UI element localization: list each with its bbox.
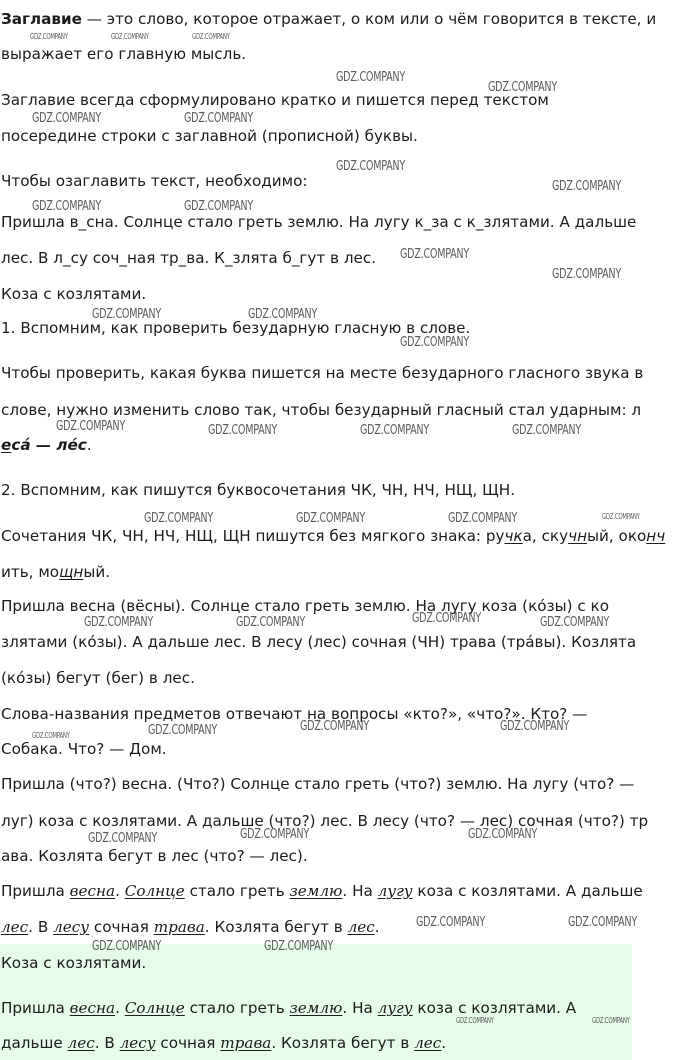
answer-line-1: Пришла весна. Солнце стало греть землю. На лугу коза с козлятами. А: [1, 999, 577, 1017]
rule1-example: есá — лéс.: [1, 436, 92, 454]
subject-word: лесу: [53, 918, 90, 936]
watermark: GDZ.COMPANY: [184, 111, 253, 126]
watermark: GDZ.COMPANY: [412, 611, 481, 626]
watermark: GDZ.COMPANY: [88, 831, 157, 846]
subject-word: лугу: [377, 882, 413, 900]
rule1-heading: 1. Вспомним, как проверить безударную гласную в слове.: [1, 319, 471, 337]
answer-line-2: дальше лес. В лесу сочная трава. Козлята бегут в лес.: [1, 1034, 447, 1052]
watermark: GDZ.COMPANY: [208, 423, 277, 438]
rule1-line-1: Чтобы проверить, какая буква пишется на месте безударного гласного звука в: [1, 364, 644, 382]
watermark: GDZ.COMPANY: [400, 247, 469, 262]
marked-line-2: лес. В лесу сочная трава. Козлята бегут в лес.: [1, 918, 380, 936]
rule-line-1: Заглавие всегда сформулировано кратко и пишется перед текстом: [1, 91, 549, 109]
watermark: GDZ.COMPANY: [30, 32, 68, 41]
subject-word: лес: [1, 918, 29, 936]
watermark: GDZ.COMPANY: [552, 267, 621, 282]
subject-word: лес: [414, 1034, 442, 1052]
subject-word: землю: [289, 999, 343, 1017]
asked-line-3: ава. Козлята бегут в лес (что? — лес).: [1, 847, 308, 865]
watermark: GDZ.COMPANY: [84, 615, 153, 630]
watermark: GDZ.COMPANY: [400, 335, 469, 350]
subject-word: весна: [69, 882, 116, 900]
asked-line-2: луг) коза с козлятами. А дальше (что?) лес. В лесу (что? — лес) сочная (что?) тр: [1, 812, 649, 830]
watermark: GDZ.COMPANY: [56, 419, 125, 434]
watermark: GDZ.COMPANY: [300, 719, 369, 734]
answer-title: Коза с козлятами.: [1, 954, 147, 972]
subject-word: трава: [220, 1034, 272, 1052]
watermark: GDZ.COMPANY: [336, 70, 405, 85]
questions-line-2: Собака. Что? — Дом.: [1, 740, 167, 758]
watermark: GDZ.COMPANY: [32, 199, 101, 214]
watermark: GDZ.COMPANY: [448, 511, 517, 526]
watermark: GDZ.COMPANY: [568, 915, 637, 930]
definition-term: Заглавие: [1, 10, 82, 28]
marked-line-1: Пришла весна. Солнце стало греть землю. На лугу коза с козлятами. А дальше: [1, 882, 643, 900]
watermark: GDZ.COMPANY: [360, 423, 429, 438]
asked-line-1: Пришла (что?) весна. (Что?) Солнце стало греть (что?) землю. На лугу (что? —: [1, 775, 635, 793]
definition-line-2: выражает его главную мысль.: [1, 45, 247, 63]
task-line: Чтобы озаглавить текст, необходимо:: [1, 172, 308, 190]
watermark: GDZ.COMPANY: [540, 615, 609, 630]
watermark: GDZ.COMPANY: [552, 179, 621, 194]
questions-line-1: Слова-названия предметов отвечают на вопросы «кто?», «что?». Кто? —: [1, 705, 588, 723]
watermark: GDZ.COMPANY: [592, 1016, 630, 1025]
watermark: GDZ.COMPANY: [240, 827, 309, 842]
watermark: GDZ.COMPANY: [500, 719, 569, 734]
exercise-line-2: лес. В л_су соч_ная тр_ва. К_злята б_гут в лес.: [1, 249, 377, 267]
exercise-line-1: Пришла в_сна. Солнце стало греть землю. На лугу к_за с к_злятами. А дальше: [1, 213, 637, 231]
watermark: GDZ.COMPANY: [32, 731, 70, 740]
watermark: GDZ.COMPANY: [296, 511, 365, 526]
checked-line-2: злятами (кóзы). А дальше лес. В лесу (лес) сочная (ЧН) трава (трáвы). Козлята: [1, 633, 637, 651]
subject-word: лесу: [119, 1034, 156, 1052]
rule-line-2: посередине строки с заглавной (прописной) буквы.: [1, 127, 418, 145]
watermark: GDZ.COMPANY: [92, 307, 161, 322]
rule2-line-2: ить, мощный.: [1, 563, 111, 581]
subject-word: лес: [347, 918, 375, 936]
title-line: Коза с козлятами.: [1, 285, 147, 303]
rule1-line-2: слове, нужно изменить слово так, чтобы безударный гласный стал ударным: л: [1, 401, 642, 419]
watermark: GDZ.COMPANY: [148, 723, 217, 738]
watermark: GDZ.COMPANY: [456, 1016, 494, 1025]
watermark: GDZ.COMPANY: [602, 512, 640, 521]
definition-line-1: Заглавие — это слово, которое отражает, о ком или о чём говорится в тексте, и: [1, 10, 657, 28]
watermark: GDZ.COMPANY: [416, 915, 485, 930]
subject-word: лес: [67, 1034, 95, 1052]
subject-word: лугу: [377, 999, 413, 1017]
watermark: GDZ.COMPANY: [264, 939, 333, 954]
subject-word: трава: [153, 918, 205, 936]
watermark: GDZ.COMPANY: [144, 511, 213, 526]
rule2-heading: 2. Вспомним, как пишутся буквосочетания ЧК, ЧН, НЧ, НЩ, ЩН.: [1, 481, 516, 499]
watermark: GDZ.COMPANY: [32, 111, 101, 126]
watermark: GDZ.COMPANY: [468, 827, 537, 842]
rule2-line-1: Сочетания ЧК, ЧН, НЧ, НЩ, ЩН пишутся без мягкого знака: ручка, скучный, оконч: [1, 527, 666, 545]
checked-line-1: Пришла весна (вёсны). Солнце стало греть землю. На лугу коза (кóзы) с ко: [1, 597, 610, 615]
watermark: GDZ.COMPANY: [236, 615, 305, 630]
watermark: GDZ.COMPANY: [192, 32, 230, 41]
subject-word: Солнце: [124, 999, 185, 1017]
subject-word: Солнце: [124, 882, 185, 900]
watermark: GDZ.COMPANY: [512, 423, 581, 438]
watermark: GDZ.COMPANY: [92, 939, 161, 954]
checked-line-3: (кóзы) бегут (бег) в лес.: [1, 669, 195, 687]
watermark: GDZ.COMPANY: [184, 199, 253, 214]
watermark: GDZ.COMPANY: [488, 80, 557, 95]
subject-word: землю: [289, 882, 343, 900]
watermark: GDZ.COMPANY: [111, 32, 149, 41]
subject-word: весна: [69, 999, 116, 1017]
watermark: GDZ.COMPANY: [248, 307, 317, 322]
watermark: GDZ.COMPANY: [336, 159, 405, 174]
